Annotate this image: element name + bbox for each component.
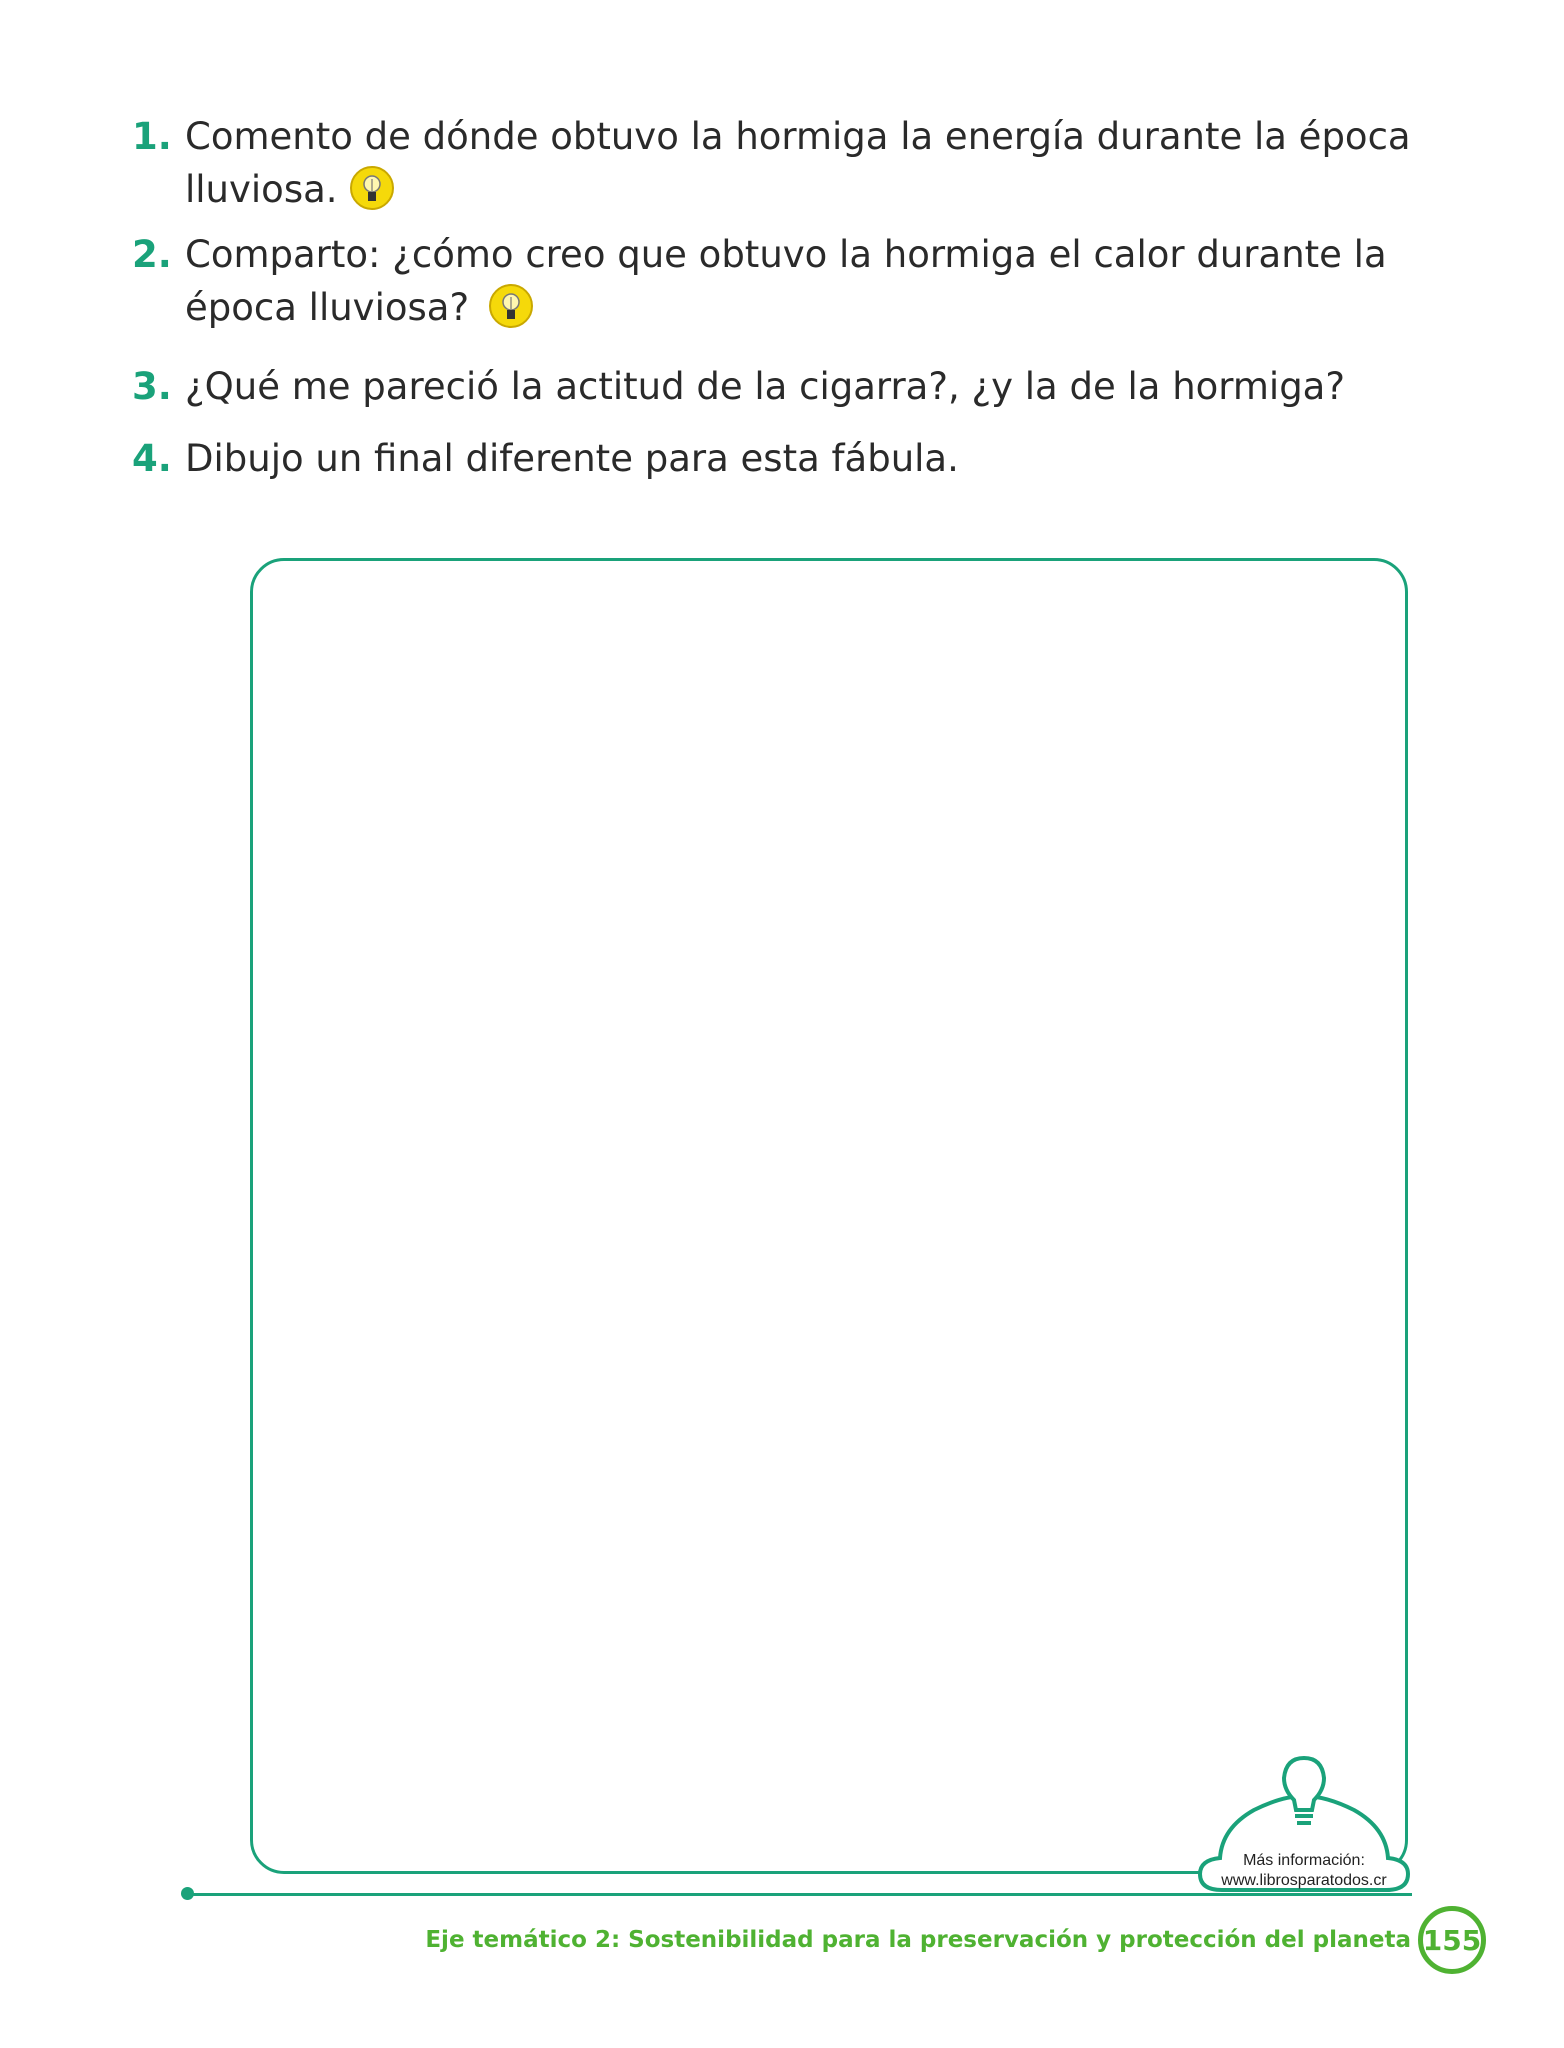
question-number: 3. <box>132 365 172 408</box>
question-4 <box>132 432 1425 485</box>
lightbulb-icon <box>487 282 535 330</box>
question-1 <box>132 110 1425 216</box>
question-2 <box>132 228 1425 334</box>
divider-dot <box>181 1887 194 1900</box>
more-info-badge[interactable] <box>1192 1750 1416 1900</box>
lightbulb-icon <box>348 164 396 212</box>
drawing-area[interactable] <box>250 558 1408 1874</box>
question-text: ¿Qué me pareció la actitud de la cigarra?, ¿y la de la hormiga? <box>185 365 1345 408</box>
footer-theme-title: Eje temático 2: Sostenibilidad para la preservación y protección del planeta <box>425 1927 1411 1953</box>
question-text: Comento de dónde obtuvo la hormiga la energía durante la época lluviosa. <box>185 115 1411 211</box>
more-info-label: Más información: <box>1243 1852 1365 1869</box>
question-number: 1. <box>132 115 172 158</box>
question-3 <box>132 360 1425 413</box>
more-info-url[interactable]: www.librosparatodos.cr <box>1221 1872 1387 1889</box>
question-text: Dibujo un final diferente para esta fábula. <box>185 437 959 480</box>
question-number: 2. <box>132 233 172 276</box>
question-number: 4. <box>132 437 172 480</box>
question-text: Comparto: ¿cómo creo que obtuvo la hormiga el calor durante la época lluviosa? <box>185 233 1387 329</box>
page-number: 155 <box>1418 1906 1486 1974</box>
